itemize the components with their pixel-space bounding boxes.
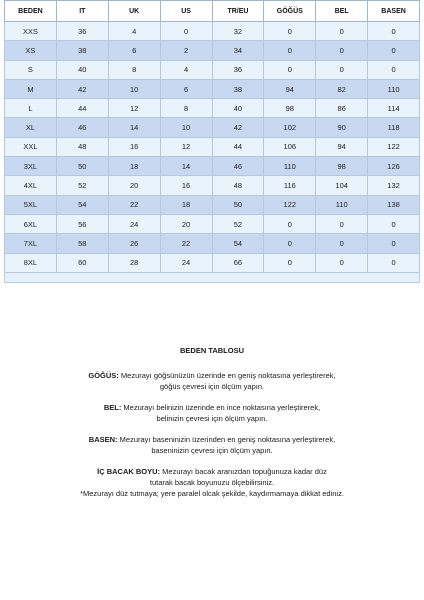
table-cell: 110 — [264, 157, 316, 176]
table-cell: 0 — [368, 22, 420, 41]
table-cell: 18 — [108, 157, 160, 176]
table-cell: 0 — [316, 214, 368, 233]
table-row — [5, 79, 420, 98]
gogus-text-line2: göğüs çevresi için ölçüm yapın. — [159, 382, 265, 391]
table-cell: 38 — [56, 41, 108, 60]
size-guide-text — [0, 345, 424, 499]
table-cell: 36 — [212, 60, 264, 79]
basen-text-line1: Mezurayı baseninizin üzerinden en geniş noktasına yerleştirerek, — [117, 435, 336, 444]
table-cell: 94 — [316, 137, 368, 156]
table-cell: M — [5, 79, 57, 98]
table-cell: 0 — [368, 214, 420, 233]
table-cell: 46 — [212, 157, 264, 176]
table-cell: 86 — [316, 99, 368, 118]
table-cell: 54 — [56, 195, 108, 214]
table-cell: 66 — [212, 253, 264, 272]
bel-text-line2: belinizin çevresi için ölçüm yapın. — [156, 414, 268, 423]
bel-label: BEL: — [103, 403, 122, 412]
table-row — [5, 99, 420, 118]
table-cell: 126 — [368, 157, 420, 176]
table-cell: XL — [5, 118, 57, 137]
table-cell: 104 — [316, 176, 368, 195]
table-cell: 98 — [264, 99, 316, 118]
table-header-row — [5, 1, 420, 22]
table-cell: 24 — [160, 253, 212, 272]
table-cell: 0 — [316, 60, 368, 79]
table-cell: 20 — [108, 176, 160, 195]
table-cell: 0 — [316, 253, 368, 272]
table-cell: 4 — [108, 22, 160, 41]
table-cell: 40 — [56, 60, 108, 79]
table-cell: 24 — [108, 214, 160, 233]
table-cell: 138 — [368, 195, 420, 214]
table-cell: 52 — [56, 176, 108, 195]
table-row — [5, 195, 420, 214]
size-guide-title: BEDEN TABLOSU — [179, 346, 245, 355]
header-tr-eu: TR/EU — [212, 1, 264, 22]
table-row — [5, 253, 420, 272]
header-uk: UK — [108, 1, 160, 22]
table-cell: 3XL — [5, 157, 57, 176]
bel-text-line1: Mezurayı belinizin üzerinde en ince noktasına yerleştirerek, — [121, 403, 321, 412]
table-cell: 48 — [212, 176, 264, 195]
table-cell: 0 — [316, 41, 368, 60]
table-cell: 42 — [56, 79, 108, 98]
table-cell: 0 — [264, 253, 316, 272]
table-cell: 6 — [108, 41, 160, 60]
table-cell: 0 — [264, 234, 316, 253]
table-cell: 90 — [316, 118, 368, 137]
table-row — [5, 234, 420, 253]
table-cell: 36 — [56, 22, 108, 41]
table-cell: 54 — [212, 234, 264, 253]
table-cell: 26 — [108, 234, 160, 253]
size-table — [4, 0, 420, 273]
header-bel: BEL — [316, 1, 368, 22]
table-row — [5, 157, 420, 176]
table-cell: 40 — [212, 99, 264, 118]
table-body — [5, 22, 420, 273]
table-cell: 6 — [160, 79, 212, 98]
basen-text-line2: baseninizin çevresi için ölçüm yapın. — [151, 446, 273, 455]
table-cell: 0 — [368, 253, 420, 272]
table-row — [5, 41, 420, 60]
table-cell: 4 — [160, 60, 212, 79]
table-cell: 110 — [316, 195, 368, 214]
bel-instruction — [0, 402, 424, 424]
table-cell: 52 — [212, 214, 264, 233]
table-cell: 16 — [160, 176, 212, 195]
table-cell: 116 — [264, 176, 316, 195]
basen-label: BASEN: — [88, 435, 118, 444]
table-cell: 34 — [212, 41, 264, 60]
table-cell: 8XL — [5, 253, 57, 272]
table-cell: 0 — [264, 41, 316, 60]
table-cell: 0 — [264, 214, 316, 233]
table-cell: 44 — [56, 99, 108, 118]
table-cell: 132 — [368, 176, 420, 195]
table-cell: 20 — [160, 214, 212, 233]
table-cell: 94 — [264, 79, 316, 98]
table-cell: 2 — [160, 41, 212, 60]
table-cell: 114 — [368, 99, 420, 118]
table-cell: 38 — [212, 79, 264, 98]
table-cell: L — [5, 99, 57, 118]
table-cell: 6XL — [5, 214, 57, 233]
table-cell: 7XL — [5, 234, 57, 253]
table-cell: 22 — [160, 234, 212, 253]
table-cell: 0 — [368, 41, 420, 60]
table-row — [5, 176, 420, 195]
header-it: IT — [56, 1, 108, 22]
table-cell: 118 — [368, 118, 420, 137]
table-row — [5, 60, 420, 79]
table-cell: XXS — [5, 22, 57, 41]
table-cell: 28 — [108, 253, 160, 272]
table-cell: 56 — [56, 214, 108, 233]
table-cell: 0 — [264, 22, 316, 41]
table-cell: 18 — [160, 195, 212, 214]
table-cell: XXL — [5, 137, 57, 156]
table-cell: 122 — [264, 195, 316, 214]
table-cell: 58 — [56, 234, 108, 253]
table-cell: 10 — [160, 118, 212, 137]
header-gogus: GÖĞÜS — [264, 1, 316, 22]
gogus-label: GÖĞÜS: — [88, 371, 119, 380]
table-cell: 122 — [368, 137, 420, 156]
table-cell: 0 — [368, 60, 420, 79]
table-cell: 106 — [264, 137, 316, 156]
table-cell: 10 — [108, 79, 160, 98]
table-cell: 12 — [160, 137, 212, 156]
table-cell: 60 — [56, 253, 108, 272]
ic-bacak-text-line1: Mezurayı bacak aranızdan topuğunuza kadar düz — [160, 467, 327, 476]
gogus-text-line1: Mezurayı göğsünüzün üzerinde en geniş noktasına yerleştirerek, — [118, 371, 336, 380]
table-cell: 8 — [160, 99, 212, 118]
table-cell: 0 — [316, 22, 368, 41]
table-cell: 14 — [160, 157, 212, 176]
table-cell: 5XL — [5, 195, 57, 214]
basen-instruction — [0, 434, 424, 456]
table-cell: 0 — [160, 22, 212, 41]
table-cell: 0 — [316, 234, 368, 253]
table-row — [5, 137, 420, 156]
header-basen: BASEN — [368, 1, 420, 22]
table-cell: 14 — [108, 118, 160, 137]
table-cell: 0 — [368, 234, 420, 253]
header-beden: BEDEN — [5, 1, 57, 22]
measurement-note: *Mezurayı düz tutmaya; yere paralel olcak şekilde, kaydırmamaya dikkat ediniz. — [80, 489, 344, 498]
gogus-instruction — [0, 370, 424, 392]
table-cell: 98 — [316, 157, 368, 176]
size-table-container — [4, 0, 420, 283]
table-cell: 4XL — [5, 176, 57, 195]
table-cell: 16 — [108, 137, 160, 156]
table-cell: 110 — [368, 79, 420, 98]
table-cell: S — [5, 60, 57, 79]
table-row — [5, 118, 420, 137]
table-cell: 48 — [56, 137, 108, 156]
table-cell: XS — [5, 41, 57, 60]
table-cell: 102 — [264, 118, 316, 137]
table-cell: 46 — [56, 118, 108, 137]
table-cell: 32 — [212, 22, 264, 41]
ic-bacak-label: İÇ BACAK BOYU: — [97, 467, 161, 476]
table-cell: 44 — [212, 137, 264, 156]
table-cell: 8 — [108, 60, 160, 79]
table-cell: 0 — [264, 60, 316, 79]
table-cell: 42 — [212, 118, 264, 137]
ic-bacak-instruction — [0, 466, 424, 488]
table-cell: 50 — [56, 157, 108, 176]
table-row — [5, 214, 420, 233]
table-cell: 82 — [316, 79, 368, 98]
table-row — [5, 22, 420, 41]
ic-bacak-text-line2: tutarak bacak boyunuzu ölçebilirsiniz. — [149, 478, 275, 487]
table-cell: 22 — [108, 195, 160, 214]
header-us: US — [160, 1, 212, 22]
table-cell: 12 — [108, 99, 160, 118]
table-cell: 50 — [212, 195, 264, 214]
